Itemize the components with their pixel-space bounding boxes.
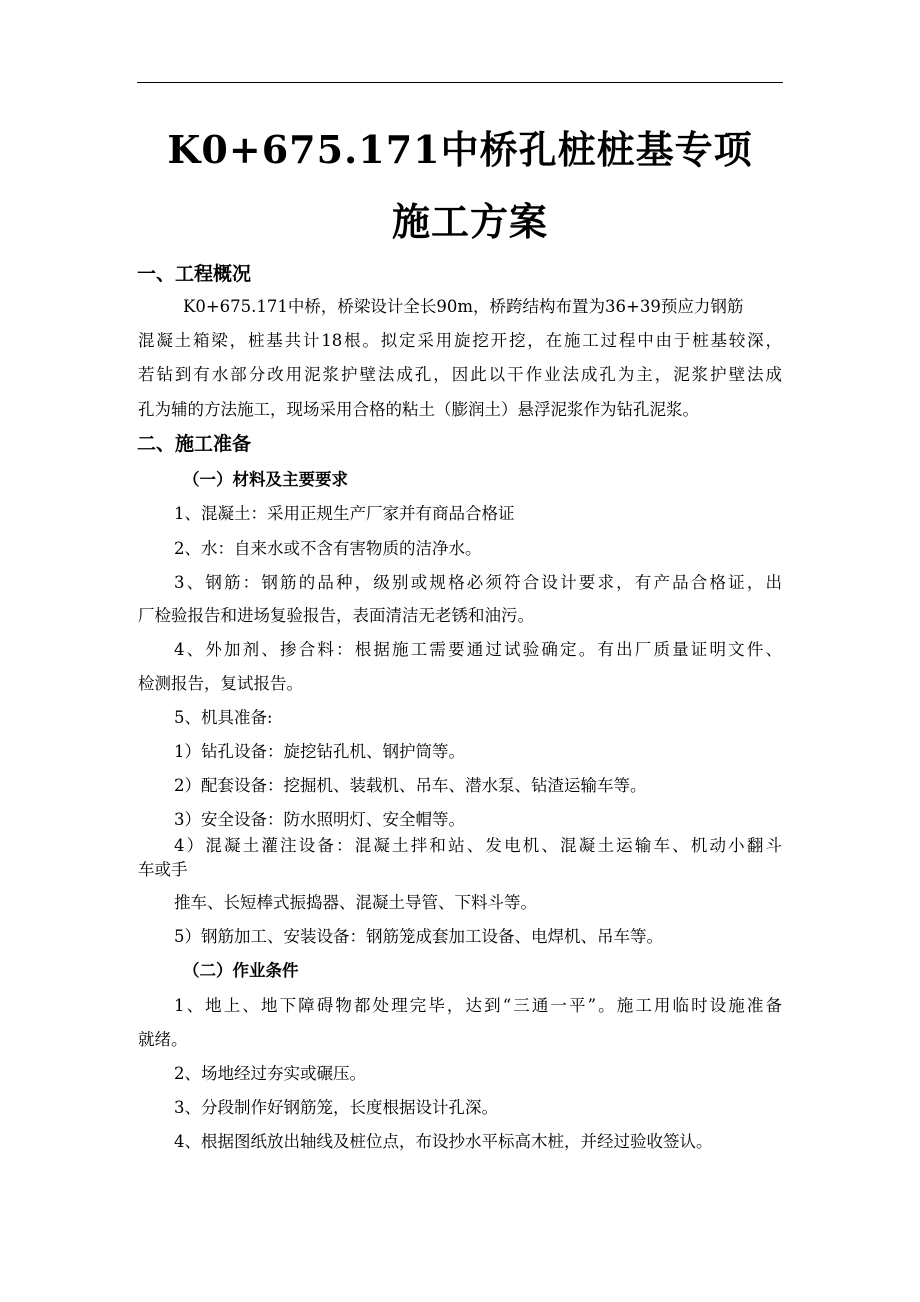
subsection-1-heading: （一）材料及主要要求 — [183, 470, 348, 489]
list-item-continuation: 推车、长短棒式振捣器、混凝土导管、下料斗等。 — [174, 893, 537, 912]
list-item: 3）安全设备：防水照明灯、安全帽等。 — [174, 810, 465, 829]
list-item: 3、钢筋：钢筋的品种，级别或规格必须符合设计要求，有产品合格证，出 — [174, 573, 782, 592]
list-item: 4、外加剂、掺合料：根据施工需要通过试验确定。有出厂质量证明文件、 — [174, 640, 782, 659]
paragraph-line: 若钻到有水部分改用泥浆护壁法成孔，因此以干作业法成孔为主，泥浆护壁法成 — [138, 365, 782, 384]
list-item: 2、场地经过夯实或碾压。 — [174, 1064, 366, 1083]
list-item: 5）钢筋加工、安装设备：钢筋笼成套加工设备、电焊机、吊车等。 — [174, 927, 663, 946]
list-item-continuation: 厂检验报告和进场复验报告，表面清洁无老锈和油污。 — [138, 606, 534, 625]
list-item: 2）配套设备：挖掘机、装载机、吊车、潜水泵、钻渣运输车等。 — [174, 776, 647, 795]
list-item: 1）钻孔设备：旋挖钻孔机、钢护筒等。 — [174, 742, 465, 761]
list-item: 1、混凝土：采用正规生产厂家并有商品合格证 — [174, 504, 515, 523]
paragraph-line: 混凝土箱梁，桩基共计18根。拟定采用旋挖开挖，在施工过程中由于桩基较深， — [138, 331, 782, 350]
list-item-continuation: 就绪。 — [138, 1030, 188, 1049]
list-item: 1、地上、地下障碍物都处理完毕，达到“三通一平”。施工用临时设施准备 — [174, 996, 782, 1015]
list-item: 3、分段制作好钢筋笼，长度根据设计孔深。 — [174, 1098, 498, 1117]
paragraph-line: 孔为辅的方法施工，现场采用合格的粘土（膨润土）悬浮泥浆作为钻孔泥浆。 — [138, 400, 699, 419]
header-rule — [137, 82, 783, 83]
list-item-continuation: 检测报告，复试报告。 — [138, 674, 303, 693]
paragraph-line: K0+675.171中桥，桥梁设计全长90m，桥跨结构布置为36+39预应力钢筋 — [183, 297, 744, 316]
list-item: 4、根据图纸放出轴线及桩位点，布设抄水平标高木桩，并经过验收签认。 — [174, 1132, 713, 1151]
list-item: 2、水：自来水或不含有害物质的洁净水。 — [174, 539, 482, 558]
document-title-line1: K0+675.171中桥孔桩桩基专项 — [167, 127, 753, 172]
section-2-heading: 二、施工准备 — [137, 433, 252, 455]
list-item: 5、机具准备: — [174, 708, 273, 727]
list-item-continuation: 车或手 — [138, 860, 188, 879]
subsection-2-heading: （二）作业条件 — [183, 961, 299, 980]
document-title-line2: 施工方案 — [391, 199, 548, 244]
list-item: 4）混凝土灌注设备：混凝土拌和站、发电机、混凝土运输车、机动小翻斗 — [174, 836, 782, 855]
section-1-heading: 一、工程概况 — [137, 263, 252, 285]
